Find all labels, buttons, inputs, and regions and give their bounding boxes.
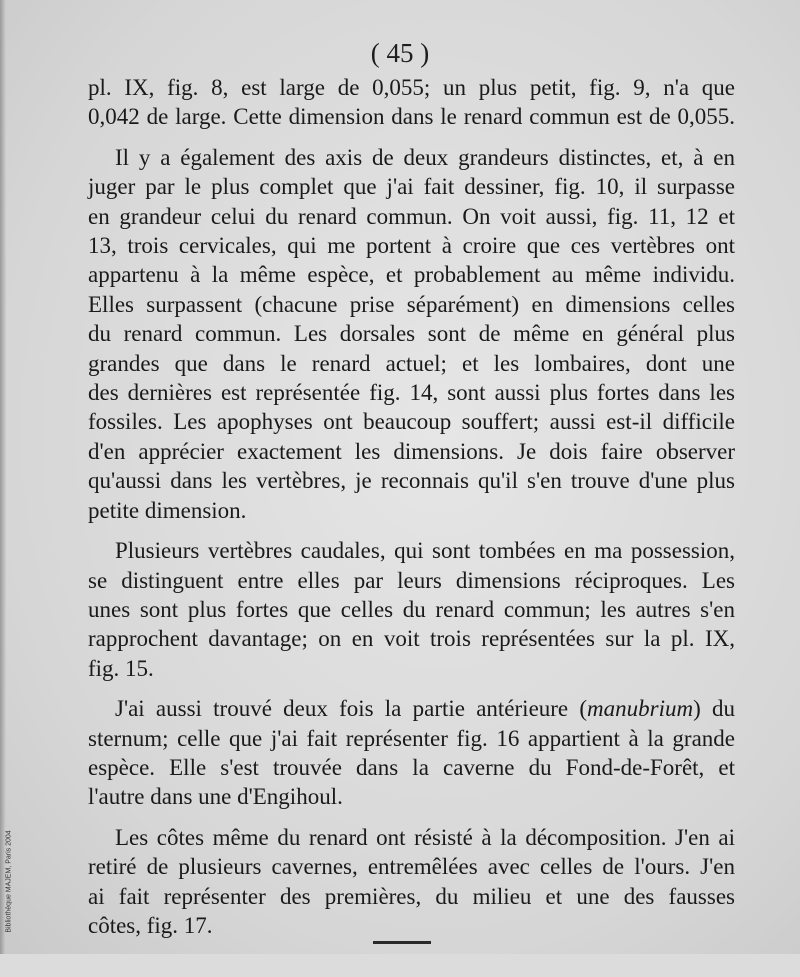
text-line [88, 694, 735, 723]
text-line: côtes, fig. 17. [88, 912, 213, 938]
text-line: unes sont plus fortes que celles du renard commun; les autres s'en [88, 596, 735, 622]
text-line: retiré de plusieurs cavernes, entremêlées avec celles de l'ours. J'en [88, 854, 735, 880]
paragraph [88, 143, 735, 525]
text-segment: ) du [693, 696, 735, 722]
text-line: Il y a également des axis de deux grandeurs distinctes, et, à en [115, 144, 735, 170]
text-line: Les côtes même du renard ont résisté à la décomposition. J'en ai [115, 824, 735, 850]
text-line: 13, trois cervicales, qui me portent à croire que ces vertèbres ont [88, 233, 735, 259]
text-line: en grandeur celui du renard commun. On voit aussi, fig. 11, 12 et [88, 203, 735, 229]
body-text [88, 73, 735, 940]
text-line [88, 782, 735, 811]
text-line: fig. 15. [88, 655, 154, 681]
text-line [88, 753, 735, 782]
text-line: fossiles. Les apophyses ont beaucoup souffert; aussi est-il difficile [88, 409, 735, 435]
library-watermark: Bibliothèque MAJEM, Paris 2004 [5, 830, 13, 933]
text-line [88, 724, 735, 753]
paragraph [88, 823, 735, 941]
paragraph [88, 536, 735, 683]
text-segment: sternum; celle que j'ai fait représenter fig. 16 appartient à la grande [88, 725, 735, 751]
text-line: Plusieurs vertèbres caudales, qui sont tombées en ma possession, [115, 538, 735, 564]
text-segment: l'autre dans une d'Engihoul. [88, 784, 343, 810]
paragraph [88, 694, 735, 812]
text-line: d'en apprécier exactement les dimensions. Je dois faire observer [88, 438, 735, 464]
text-line: des dernières est représentée fig. 14, sont aussi plus fortes dans les [88, 380, 735, 406]
text-line: ai fait représenter des premières, du milieu et une des fausses [88, 883, 735, 909]
text-line: se distinguent entre elles par leurs dimensions réciproques. Les [88, 567, 735, 593]
text-line: 0,042 de large. Cette dimension dans le renard commun est de 0,055. [88, 104, 735, 130]
paragraph [88, 73, 735, 132]
text-line: petite dimension. [88, 497, 247, 523]
text-line: qu'aussi dans les vertèbres, je reconnais qu'il s'en trouve d'une plus [88, 468, 735, 494]
text-line: pl. IX, fig. 8, est large de 0,055; un plus petit, fig. 9, n'a que [88, 75, 735, 100]
page-number: ( 45 ) [370, 38, 430, 68]
text-line: Elles surpassent (chacune prise séparément) en dimensions celles [88, 291, 735, 317]
text-segment: espèce. Elle s'est trouvée dans la caverne du Fond-de-Forêt, et [88, 754, 735, 780]
text-segment: J'ai aussi trouvé deux fois la partie antérieure ( [115, 696, 588, 722]
text-line: rapprochent davantage; on en voit trois représentées sur la pl. IX, [88, 626, 735, 652]
text-line: grandes que dans le renard actuel; et les lombaires, dont une [88, 350, 735, 376]
text-line: du renard commun. Les dorsales sont de même en général plus [88, 321, 735, 347]
italic-term: manubrium [587, 696, 694, 722]
text-line: appartenu à la même espèce, et probablement au même individu. [88, 262, 735, 288]
footer-rule [373, 941, 431, 944]
text-line: juger par le plus complet que j'ai fait dessiner, fig. 10, il surpasse [88, 174, 735, 200]
